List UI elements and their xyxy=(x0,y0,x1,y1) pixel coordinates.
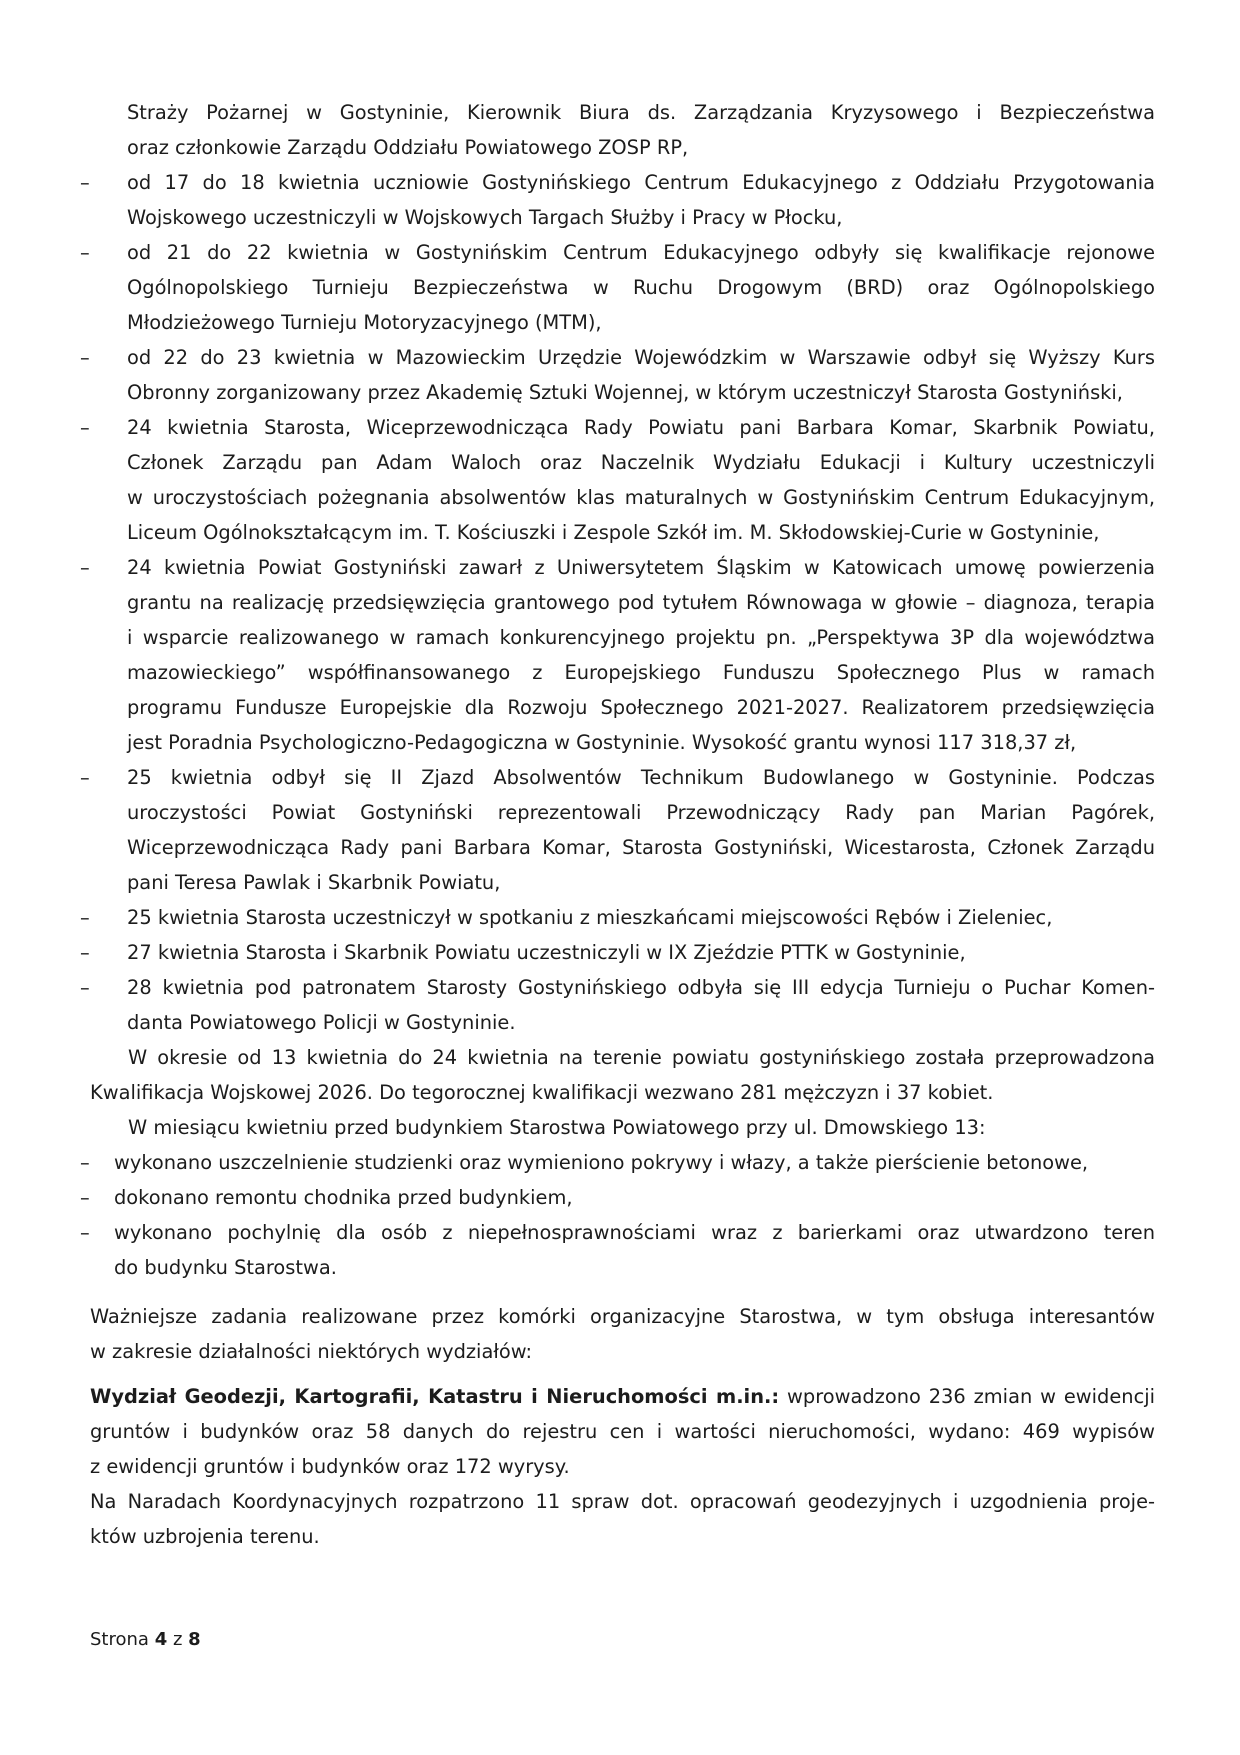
list-item-line: 27 kwietnia Starosta i Skarbnik Powiatu uczestniczyli w IX Zjeździe PTTK w Gostyninie, xyxy=(127,941,966,964)
list-item-line: Wiceprzewodnicząca Rady pani Barbara Komar, Starosta Gostyniński, Wicestarosta, Członek Zarządu xyxy=(127,836,1155,859)
list-item-line: 24 kwietnia Powiat Gostyniński zawarł z Uniwersytetem Śląskim w Katowicach umowę powierzenia xyxy=(127,556,1155,579)
list-item xyxy=(80,1180,1155,1215)
list-dash: – xyxy=(80,556,90,579)
geodesy-line xyxy=(90,1379,1155,1414)
page-footer xyxy=(90,1628,201,1652)
list-dash: – xyxy=(80,976,90,999)
meetings-line: któw uzbrojenia terenu. xyxy=(90,1525,320,1548)
list-item-line: pani Teresa Pawlak i Skarbnik Powiatu, xyxy=(127,871,501,894)
paragraph-line: Kwalifikacja Wojskowej 2026. Do tegorocznej kwalifikacji wezwano 281 mężczyzn i 37 kobiet. xyxy=(90,1081,994,1104)
list-item-line: mazowieckiego” współfinansowanego z Europejskiego Funduszu Społecznego Plus w ramach xyxy=(127,661,1155,684)
list-item xyxy=(80,900,1155,935)
intro-line: oraz członkowie Zarządu Oddziału Powiatowego ZOSP RP, xyxy=(127,136,689,159)
list-item-line: Członek Zarządu pan Adam Waloch oraz Naczelnik Wydziału Edukacji i Kultury uczestniczyli xyxy=(127,451,1155,474)
geodesy-line: gruntów i budynków oraz 58 danych do rejestru cen i wartości nieruchomości, wydano: 469 wypisów xyxy=(90,1420,1155,1443)
list-dash: – xyxy=(80,766,90,789)
footer-total-pages: 8 xyxy=(188,1629,201,1650)
list-dash: – xyxy=(80,941,90,964)
paragraph-line: Ważniejsze zadania realizowane przez komórki organizacyjne Starostwa, w tym obsługa interesantów xyxy=(90,1305,1155,1328)
list-item-line: wykonano pochylnię dla osób z niepełnosprawnościami wraz z barierkami oraz utwardzono teren xyxy=(114,1221,1155,1244)
spacer xyxy=(90,1369,1155,1379)
meetings-line: Na Naradach Koordynacyjnych rozpatrzono 11 spraw dot. opracowań geodezyjnych i uzgodnienia proje- xyxy=(90,1490,1155,1513)
list-item xyxy=(80,340,1155,410)
spacer xyxy=(90,1285,1155,1299)
list-item xyxy=(80,935,1155,970)
list-item-line: Ogólnopolskiego Turnieju Bezpieczeństwa w Ruchu Drogowym (BRD) oraz Ogólnopolskiego xyxy=(127,276,1155,299)
list-dash: – xyxy=(80,1221,90,1244)
list-dash: – xyxy=(80,241,90,264)
footer-page-number: 4 xyxy=(154,1629,168,1650)
list-item-line: od 22 do 23 kwietnia w Mazowieckim Urzędzie Wojewódzkim w Warszawie odbył się Wyższy Kurs xyxy=(127,346,1155,369)
list-item-line: grantu na realizację przedsięwzięcia grantowego pod tytułem Równowaga w głowie – diagnoza, terapia xyxy=(127,591,1155,614)
geodesy-heading: Wydział Geodezji, Kartografii, Katastru i Nieruchomości m.in.: xyxy=(90,1385,780,1408)
list-item-line: Wojskowego uczestniczyli w Wojskowych Targach Służby i Pracy w Płocku, xyxy=(127,206,843,229)
list-item-line: jest Poradnia Psychologiczno-Pedagogiczna w Gostyninie. Wysokość grantu wynosi 117 318,37 zł, xyxy=(127,731,1077,754)
list-item-line: 25 kwietnia Starosta uczestniczył w spotkaniu z mieszkańcami miejscowości Rębów i Zieleniec, xyxy=(127,906,1053,929)
list-item-line: wykonano uszczelnienie studzienki oraz wymieniono pokrywy i włazy, a także pierścienie betonowe, xyxy=(114,1151,1089,1174)
list-item xyxy=(80,165,1155,235)
list-item xyxy=(80,760,1155,900)
paragraph-line: W miesiącu kwietniu przed budynkiem Starostwa Powiatowego przy ul. Dmowskiego 13: xyxy=(128,1116,986,1139)
list-dash: – xyxy=(80,346,90,369)
list-item xyxy=(80,970,1155,1040)
list-item-line: od 21 do 22 kwietnia w Gostynińskim Centrum Edukacyjnego odbyły się kwalifikacje rejonowe xyxy=(127,241,1155,264)
list-item-line: Obronny zorganizowany przez Akademię Sztuki Wojennej, w którym uczestniczył Starosta Gostyniński, xyxy=(127,381,1123,404)
list-dash: – xyxy=(80,1186,90,1209)
list-item xyxy=(80,235,1155,340)
paragraph-line: W okresie od 13 kwietnia do 24 kwietnia na terenie powiatu gostynińskiego została przeprowadzona xyxy=(128,1046,1155,1069)
list-item-line: programu Fundusze Europejskie dla Rozwoju Społecznego 2021-2027. Realizatorem przedsięwzięcia xyxy=(127,696,1155,719)
list-item-line: 28 kwietnia pod patronatem Starosty Gostynińskiego odbyła się III edycja Turnieju o Puchar Komen- xyxy=(127,976,1155,999)
list-item-line: uroczystości Powiat Gostyniński reprezentowali Przewodniczący Rady pan Marian Pagórek, xyxy=(127,801,1155,824)
list-item-line: i wsparcie realizowanego w ramach konkurencyjnego projektu pn. „Perspektywa 3P dla województwa xyxy=(127,626,1155,649)
list-item xyxy=(80,1145,1155,1180)
list-item-line: do budynku Starostwa. xyxy=(114,1256,337,1279)
list-item-line: 24 kwietnia Starosta, Wiceprzewodnicząca Rady Powiatu pani Barbara Komar, Skarbnik Powiatu, xyxy=(127,416,1155,439)
geodesy-line-rest: wprowadzono 236 zmian w ewidencji xyxy=(779,1385,1156,1408)
list-item-line: danta Powiatowego Policji w Gostyninie. xyxy=(127,1011,516,1034)
list-item xyxy=(80,1215,1155,1285)
list-item xyxy=(80,410,1155,550)
list-dash: – xyxy=(80,1151,90,1174)
list-item-line: 25 kwietnia odbył się II Zjazd Absolwentów Technikum Budowlanego w Gostyninie. Podczas xyxy=(127,766,1155,789)
list-dash: – xyxy=(80,171,90,194)
list-item xyxy=(80,550,1155,760)
list-item-line: od 17 do 18 kwietnia uczniowie Gostynińskiego Centrum Edukacyjnego z Oddziału Przygotowania xyxy=(127,171,1155,194)
geodesy-line: z ewidencji gruntów i budynków oraz 172 wyrysy. xyxy=(90,1455,570,1478)
footer-of: z xyxy=(172,1629,183,1650)
list-item-line: Liceum Ogólnokształcącym im. T. Kościuszki i Zespole Szkół im. M. Skłodowskiej-Curie w Gostyninie, xyxy=(127,521,1100,544)
list-dash: – xyxy=(80,416,90,439)
footer-label: Strona xyxy=(90,1629,149,1650)
list-item-line: dokonano remontu chodnika przed budynkiem, xyxy=(114,1186,573,1209)
document-body xyxy=(80,95,1156,1554)
intro-line: Straży Pożarnej w Gostyninie, Kierownik Biura ds. Zarządzania Kryzysowego i Bezpieczeństwa xyxy=(127,101,1155,124)
paragraph-line: w zakresie działalności niektórych wydziałów: xyxy=(90,1340,533,1363)
list-item-line: Młodzieżowego Turnieju Motoryzacyjnego (MTM), xyxy=(127,311,602,334)
list-dash: – xyxy=(80,906,90,929)
list-item-line: w uroczystościach pożegnania absolwentów klas maturalnych w Gostynińskim Centrum Edukacyjnym, xyxy=(127,486,1155,509)
